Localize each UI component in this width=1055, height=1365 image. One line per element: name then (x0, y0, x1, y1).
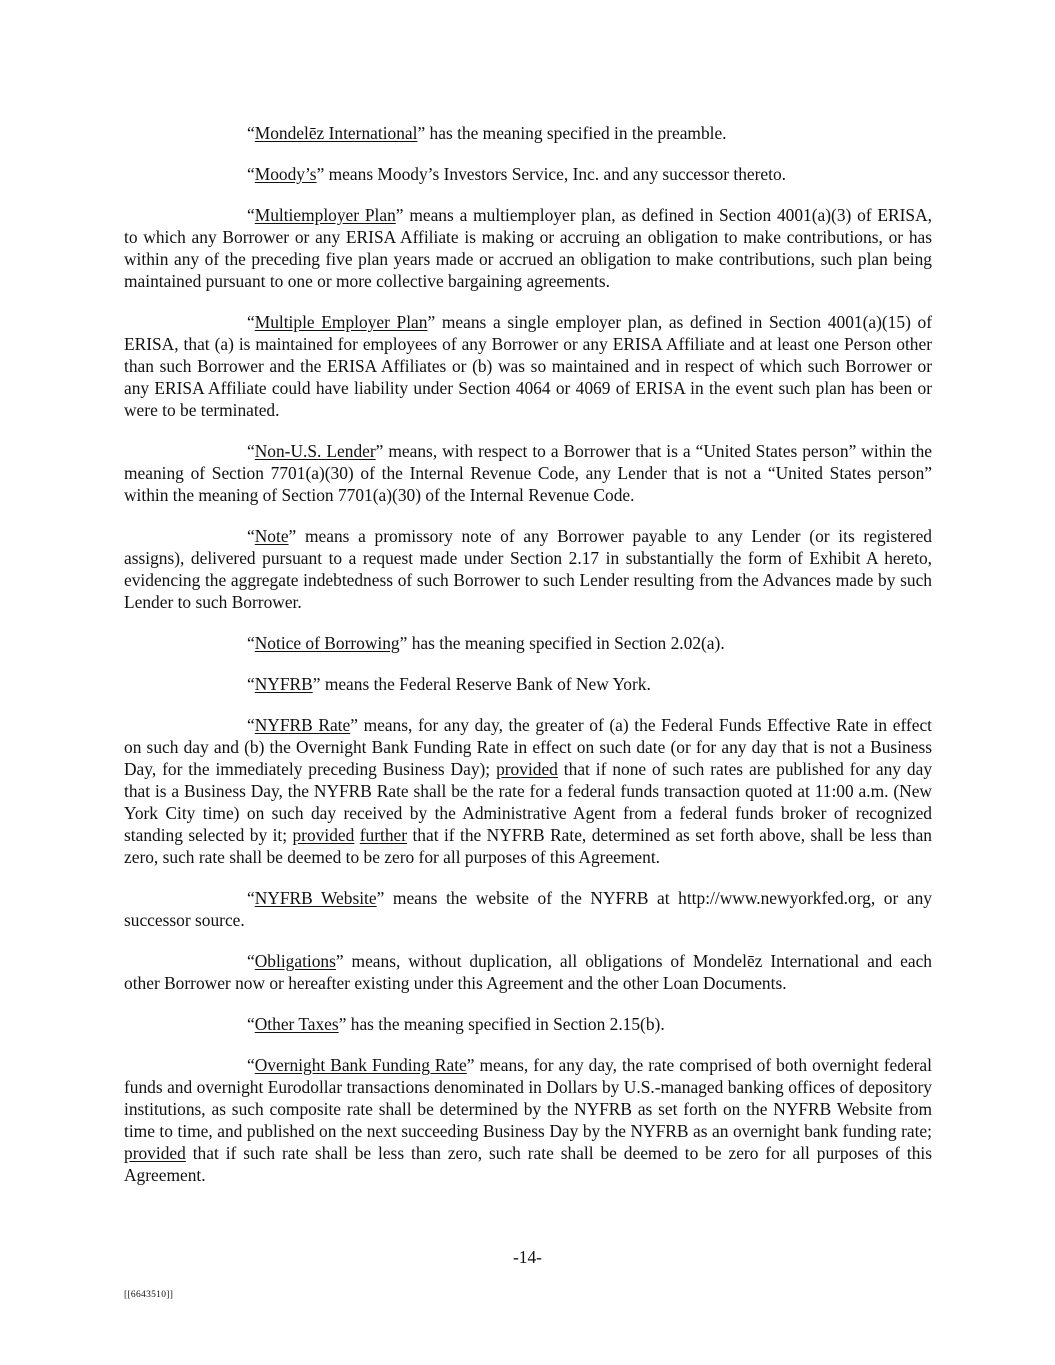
definition-text: that if the NYFRB Rate, determined as set forth above, shall be less than zero, such rate shall be deemed to be zero for all purposes of this Agreement. (124, 825, 932, 867)
definition-text: means the Federal Reserve Bank of New York. (320, 674, 651, 694)
definition-overnight-bank-funding-rate: “Overnight Bank Funding Rate” means, for any day, the rate comprised of both overnight federal funds and overnight Eurodollar transactions denominated in Dollars by U.S.-managed banking offices of depository institutions, as such composite rate shall be determined by the NYFRB as set forth on the NYFRB Website from time to time, and published on the next succeeding Business Day by the NYFRB as an overnight bank funding rate; provided that if such rate shall be less than zero, such rate shall be deemed to be zero for all purposes of this Agreement. (124, 1055, 932, 1185)
defined-term: Moody’s (254, 164, 317, 184)
definition-text: means Moody’s Investors Service, Inc. and any successor thereto. (324, 164, 787, 184)
definition-multiple-employer-plan: “Multiple Employer Plan” means a single employer plan, as defined in Section 4001(a)(15) of ERISA, that (a) is maintained for employees of any Borrower or any ERISA Affiliate and at least one Person other than such Borrower and the ERISA Affiliates or (b) was so maintained and in respect of which such Borrower or any ERISA Affiliate could have liability under Section 4064 or 4069 of ERISA in the event such plan has been or were to be terminated. (124, 312, 933, 420)
definition-nyfrb: “NYFRB” means the Federal Reserve Bank of New York. (247, 674, 651, 694)
definition-nyfrb-rate: “NYFRB Rate” means, for any day, the greater of (a) the Federal Funds Effective Rate in effect on such day and (b) the Overnight Bank Funding Rate in effect on such date (or for any day that is not a Business Day, for the immediately preceding Business Day); provided that if none of such rates are published for any day that is a Business Day, the NYFRB Rate shall be the rate for a federal funds transaction quoted at 11:00 a.m. (New York City time) on such day received by the Administrative Agent from a federal funds broker of recognized standing selected by it; provided further that if the NYFRB Rate, determined as set forth above, shall be less than zero, such rate shall be deemed to be zero for all purposes of this Agreement. (124, 715, 933, 867)
proviso-term: provided (292, 825, 355, 845)
definition-obligations: “Obligations” means, without duplication, all obligations of Mondelēz International and each other Borrower now or hereafter existing under this Agreement and the other Loan Documents. (124, 951, 932, 993)
definition-notice-of-borrowing: “Notice of Borrowing” has the meaning specified in Section 2.02(a). (247, 633, 725, 653)
document-id: [[6643510]] (124, 1290, 174, 1300)
defined-term: Non-U.S. Lender (254, 441, 376, 461)
defined-term: Multiemployer Plan (254, 205, 396, 225)
defined-term: Obligations (254, 951, 336, 971)
definition-text: that if such rate shall be less than zero, such rate shall be deemed to be zero for all purposes of this Agreement. (124, 1143, 932, 1185)
defined-term: Mondelēz International (254, 123, 418, 143)
defined-term: NYFRB Rate (254, 715, 351, 735)
defined-term: Overnight Bank Funding Rate (254, 1055, 467, 1075)
definition-other-taxes: “Other Taxes” has the meaning specified in Section 2.15(b). (247, 1014, 665, 1034)
definition-text: means a promissory note of any Borrower payable to any Lender (or its registered assigns), delivered pursuant to a request made under Section 2.17 in substantially the form of Exhibit A hereto, evidencing the aggregate indebtedness of such Borrower to such Lender resulting from the Advances made by such Lender to such Borrower. (124, 526, 932, 612)
definition-text: has the meaning specified in Section 2.15(b). (346, 1014, 665, 1034)
proviso-term: further (359, 825, 408, 845)
definition-text: means, with respect to a Borrower that is a “United States person” within the meaning of Section 7701(a)(30) of the Internal Revenue Code, any Lender that is not a “United States person” within the meaning of Section 7701(a)(30) of the Internal Revenue Code. (124, 441, 932, 505)
defined-term: Note (254, 526, 289, 546)
definition-mondelez-international: “Mondelēz International” has the meaning specified in the preamble. (247, 123, 727, 143)
definition-moodys: “Moody’s” means Moody’s Investors Service, Inc. and any successor thereto. (247, 164, 787, 184)
document-body (124, 122, 932, 1205)
proviso-term: provided (124, 1143, 186, 1163)
definition-text: means, for any day, the rate comprised of both overnight federal funds and overnight Eurodollar transactions denominated in Dollars by U.S.-managed banking offices of depository institutions, as such composite rate shall be determined by the NYFRB as set forth on the NYFRB Website from time to time, and published on the next succeeding Business Day by the NYFRB as an overnight bank funding rate; (124, 1055, 932, 1141)
defined-term: Other Taxes (254, 1014, 339, 1034)
definition-non-us-lender: “Non-U.S. Lender” means, with respect to a Borrower that is a “United States person” within the meaning of Section 7701(a)(30) of the Internal Revenue Code, any Lender that is not a “United States person” within the meaning of Section 7701(a)(30) of the Internal Revenue Code. (124, 441, 932, 505)
definition-note: “Note” means a promissory note of any Borrower payable to any Lender (or its registered assigns), delivered pursuant to a request made under Section 2.17 in substantially the form of Exhibit A hereto, evidencing the aggregate indebtedness of such Borrower to such Lender resulting from the Advances made by such Lender to such Borrower. (124, 526, 932, 612)
definition-multiemployer-plan: “Multiemployer Plan” means a multiemployer plan, as defined in Section 4001(a)(3) of ERISA, to which any Borrower or any ERISA Affiliate is making or accruing an obligation to make contributions, or has within any of the preceding five plan years made or accrued an obligation to make contributions, such plan being maintained pursuant to one or more collective bargaining agreements. (124, 205, 932, 291)
definition-text: means, for any day, the greater of (a) the Federal Funds Effective Rate in effect on such day and (b) the Overnight Bank Funding Rate in effect on such date (or for any day that is not a Business Day, for the immediately preceding Business Day); (124, 715, 932, 779)
definition-text: has the meaning specified in Section 2.02(a). (407, 633, 725, 653)
proviso-term: provided (496, 759, 558, 779)
definition-text: has the meaning specified in the preamble. (425, 123, 727, 143)
definition-text: means a multiemployer plan, as defined in Section 4001(a)(3) of ERISA, to which any Borrower or any ERISA Affiliate is making or accruing an obligation to make contributions, or has within any of the preceding five plan years made or accrued an obligation to make contributions, such plan being maintained pursuant to one or more collective bargaining agreements. (124, 205, 932, 291)
definition-nyfrb-website: “NYFRB Website” means the website of the NYFRB at http://www.newyorkfed.org, or any successor source. (124, 888, 933, 930)
defined-term: NYFRB (254, 674, 313, 694)
definition-text: means, without duplication, all obligations of Mondelēz International and each other Borrower now or hereafter existing under this Agreement and the other Loan Documents. (124, 951, 932, 993)
definition-text: that if none of such rates are published for any day that is a Business Day, the NYFRB Rate shall be the rate for a federal funds transaction quoted at 11:00 a.m. (New York City time) on such day received by the Administrative Agent from a federal funds broker of recognized standing selected by it; (124, 759, 933, 845)
defined-term: Notice of Borrowing (254, 633, 400, 653)
definition-text: means the website of the NYFRB at http://www.newyorkfed.org, or any successor source. (124, 888, 933, 930)
defined-term: NYFRB Website (254, 888, 377, 908)
page-number: -14- (513, 1247, 542, 1267)
definition-text: means a single employer plan, as defined in Section 4001(a)(15) of ERISA, that (a) is maintained for employees of any Borrower or any ERISA Affiliate and at least one Person other than such Borrower and the ERISA Affiliates or (b) was so maintained and in respect of which such Borrower or any ERISA Affiliate could have liability under Section 4064 or 4069 of ERISA in the event such plan has been or were to be terminated. (124, 312, 933, 420)
defined-term: Multiple Employer Plan (254, 312, 428, 332)
